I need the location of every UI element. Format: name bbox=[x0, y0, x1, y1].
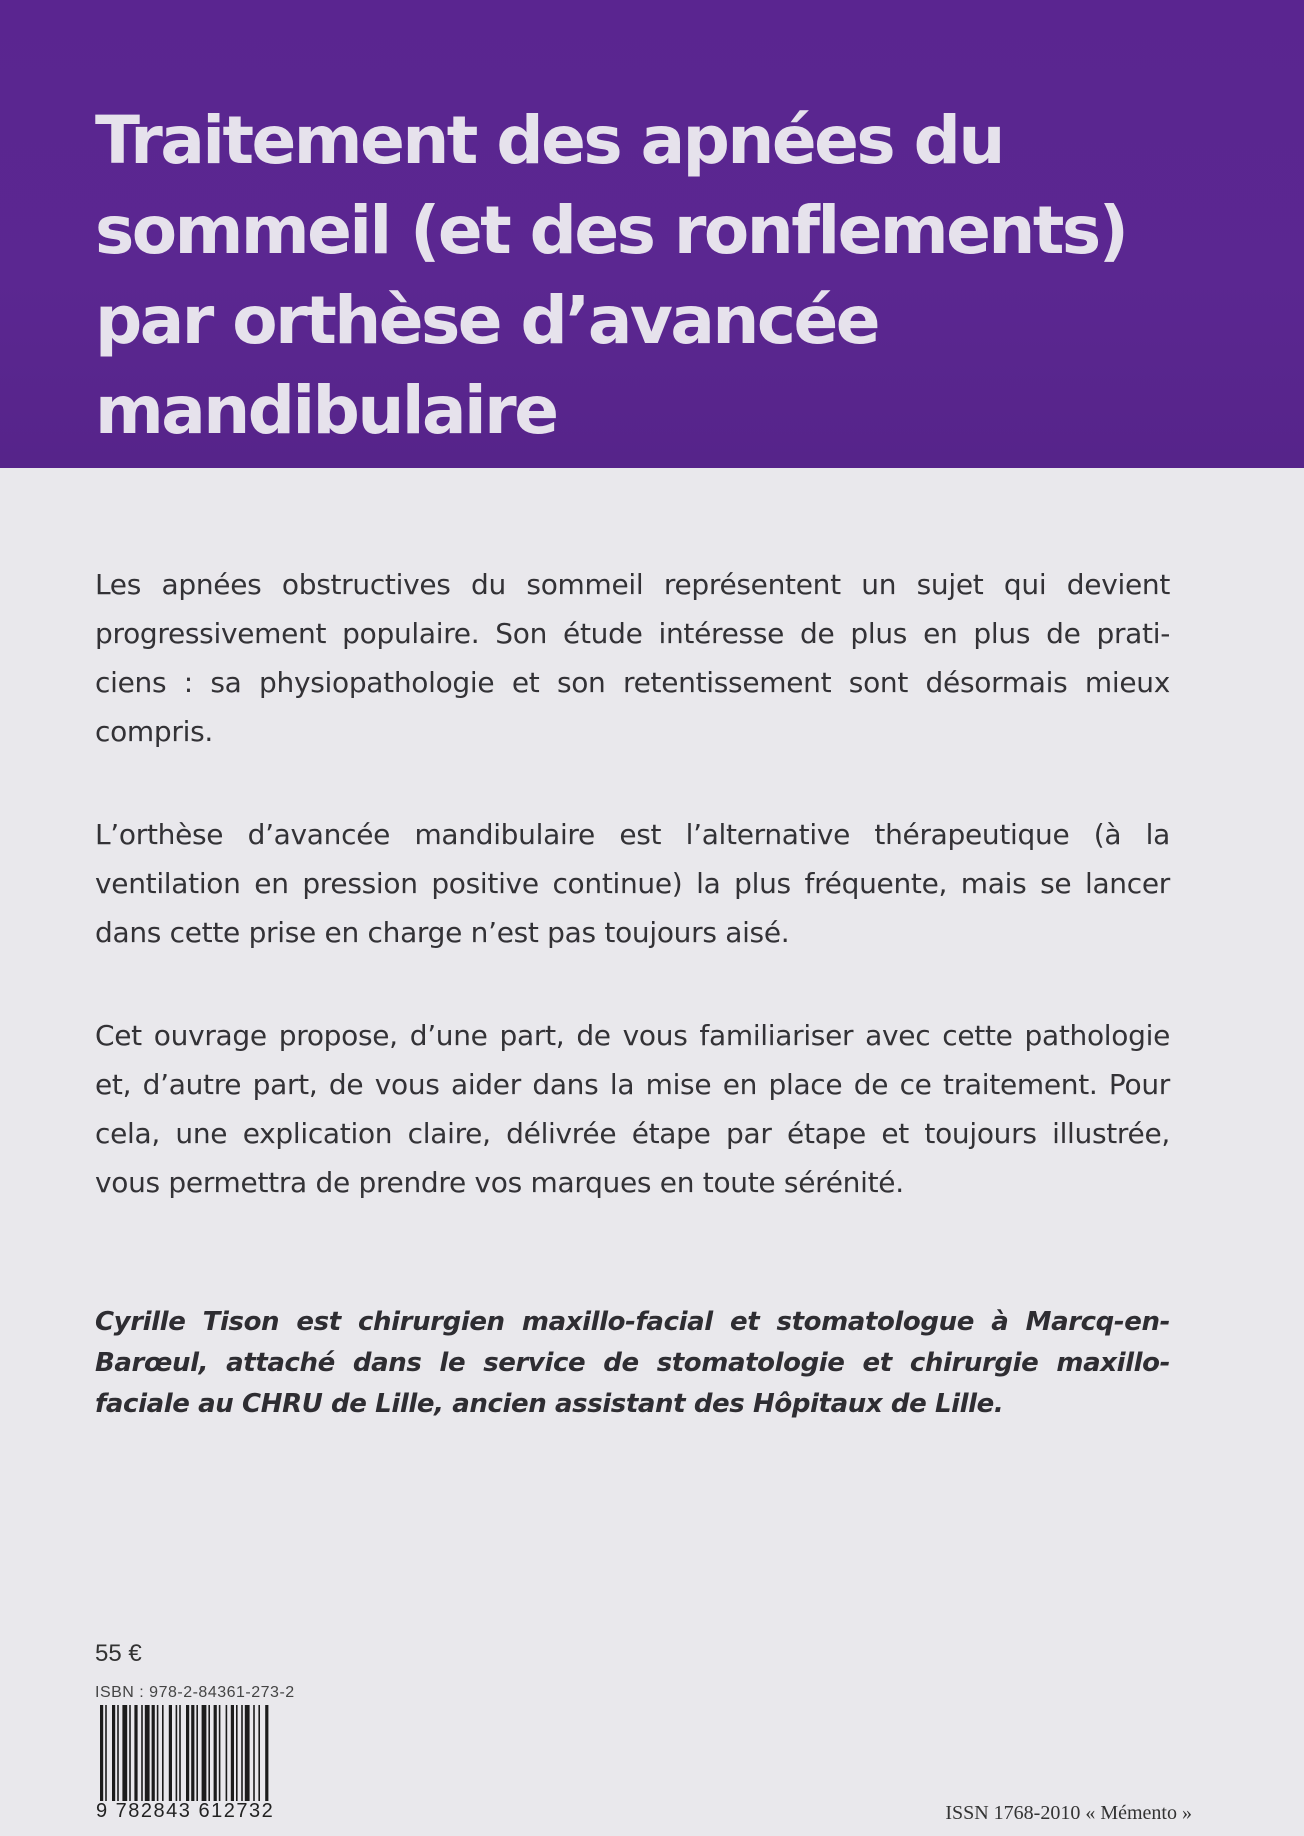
barcode-bar bbox=[265, 1705, 268, 1801]
barcode-bar bbox=[179, 1705, 181, 1801]
blurb bbox=[95, 560, 1170, 1261]
author-bio bbox=[95, 1302, 1170, 1425]
barcode-bar bbox=[134, 1705, 137, 1801]
barcode-bar bbox=[157, 1705, 159, 1801]
barcode-bar bbox=[258, 1705, 260, 1801]
barcode-bar bbox=[241, 1705, 243, 1801]
blurb-paragraph bbox=[95, 1011, 1170, 1207]
barcode-bar bbox=[236, 1705, 238, 1801]
blurb-line: Cet ouvrage propose, d’une part, de vous familiariser avec cette pathologie bbox=[95, 1019, 1170, 1052]
barcode-bar bbox=[129, 1705, 131, 1801]
bio-line: Cyrille Tison est chirurgien maxillo-facial et stomatologue à Marcq-en- bbox=[95, 1307, 1170, 1337]
blurb-line: compris. bbox=[95, 715, 213, 748]
barcode-bar bbox=[253, 1705, 255, 1801]
barcode-bar bbox=[231, 1705, 234, 1801]
title-line: Traitement des apnées du bbox=[95, 102, 1003, 179]
book-title bbox=[95, 96, 1245, 456]
isbn: ISBN : 978-2-84361-273-2 bbox=[95, 1684, 295, 1701]
title-line: sommeil (et des ronflements) bbox=[95, 192, 1127, 269]
blurb-paragraph bbox=[95, 810, 1170, 957]
barcode-bar bbox=[112, 1705, 115, 1801]
barcode-bar bbox=[226, 1705, 228, 1801]
blurb-line: et, d’autre part, de vous aider dans la mise en place de ce traitement. Pour bbox=[95, 1068, 1170, 1101]
barcode-bars bbox=[96, 1705, 328, 1801]
blurb-line: dans cette prise en charge n’est pas toujours aisé. bbox=[95, 916, 790, 949]
barcode-bar bbox=[100, 1705, 103, 1801]
blurb-line: Les apnées obstructives du sommeil représentent un sujet qui devient bbox=[95, 568, 1170, 601]
barcode-bar bbox=[219, 1705, 221, 1801]
barcode-bar bbox=[191, 1705, 194, 1801]
barcode-bar bbox=[162, 1705, 164, 1801]
blurb-line: vous permettra de prendre vos marques en toute sérénité. bbox=[95, 1166, 904, 1199]
blurb-line: L’orthèse d’avancée mandibulaire est l’alternative thérapeutique (à la bbox=[95, 818, 1170, 851]
barcode-number: 9 782843 612732 bbox=[96, 1800, 275, 1822]
issn: ISSN 1768-2010 « Mémento » bbox=[945, 1802, 1192, 1824]
barcode-bar bbox=[169, 1705, 172, 1801]
barcode-bar bbox=[176, 1705, 178, 1801]
blurb-line: ciens : sa physiopathologie et son retentissement sont désormais mieux bbox=[95, 666, 1170, 699]
barcode-bar bbox=[214, 1705, 217, 1801]
blurb-line: cela, une explication claire, délivrée étape par étape et toujours illustrée, bbox=[95, 1117, 1170, 1150]
bio-line: faciale au CHRU de Lille, ancien assistant des Hôpitaux de Lille. bbox=[95, 1389, 1004, 1419]
barcode-bar bbox=[141, 1705, 143, 1801]
barcode-bar bbox=[105, 1705, 107, 1801]
blurb-paragraph bbox=[95, 560, 1170, 756]
blurb-line: progressivement populaire. Son étude intéresse de plus en plus de prati- bbox=[95, 617, 1170, 650]
barcode-bar bbox=[202, 1705, 207, 1801]
barcode-bar bbox=[117, 1705, 119, 1801]
title-banner bbox=[0, 0, 1304, 468]
bio-line: Barœul, attaché dans le service de stomatologie et chirurgie maxillo- bbox=[95, 1348, 1170, 1378]
price: 55 € bbox=[95, 1640, 142, 1667]
title-line: par orthèse d’avancée bbox=[95, 282, 879, 359]
barcode-bar bbox=[245, 1705, 250, 1801]
barcode-bar bbox=[196, 1705, 198, 1801]
barcode-bar bbox=[186, 1705, 189, 1801]
barcode-bar bbox=[152, 1705, 155, 1801]
blurb-line: ventilation en pression positive continue) la plus fréquente, mais se lancer bbox=[95, 867, 1170, 900]
barcode-bar bbox=[208, 1705, 210, 1801]
title-line: mandibulaire bbox=[95, 372, 557, 449]
barcode-bar bbox=[145, 1705, 150, 1801]
barcode-bar bbox=[122, 1705, 127, 1801]
